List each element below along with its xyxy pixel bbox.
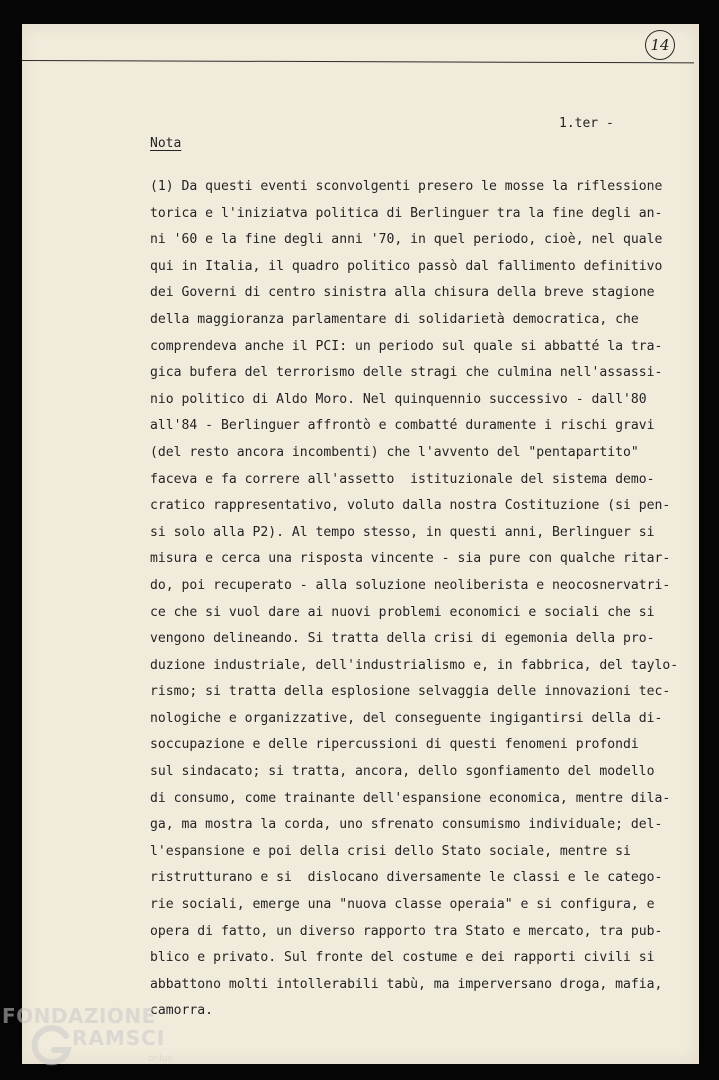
text-line: di consumo, come trainante dell'espansione economica, mentre dila-	[150, 790, 671, 806]
watermark-suffix: onlus	[148, 1054, 173, 1064]
text-line: gica bufera del terrorismo delle stragi che culmina nell'assassi-	[150, 365, 663, 381]
text-line: ga, ma mostra la corda, uno sfrenato consumismo individuale; del-	[150, 817, 663, 833]
text-line: duzione industriale, dell'industrialismo e, in fabbrica, del taylo-	[150, 657, 679, 673]
text-line: rie sociali, emerge una "nuova classe operaia" e si configura, e	[150, 897, 655, 913]
watermark-line1: FONDAZIONE	[2, 1004, 156, 1028]
text-line: cratico rappresentativo, voluto dalla nostra Costituzione (si pen-	[150, 498, 671, 514]
typewritten-page	[22, 24, 699, 1064]
text-line: dei Governi di centro sinistra alla chisura della breve stagione	[150, 285, 655, 301]
text-line: ristrutturano e si dislocano diversamente le classi e le catego-	[150, 870, 663, 886]
text-line: all'84 - Berlinguer affrontò e combatté duramente i rischi gravi	[150, 418, 655, 434]
handwritten-folio-number: 14	[645, 30, 675, 60]
text-line: vengono delineando. Si tratta della crisi di egemonia della pro-	[150, 631, 655, 647]
text-line: comprendeva anche il PCI: un periodo sul quale si abbatté la tra-	[150, 338, 663, 354]
text-line: misura e cerca una risposta vincente - sia pure con qualche ritar-	[150, 551, 671, 567]
text-line: nologiche e organizzative, del conseguente ingigantirsi della di-	[150, 710, 663, 726]
note-heading: Nota	[150, 136, 182, 151]
text-line: abbattono molti intollerabili tabù, ma imperversano droga, mafia,	[150, 976, 663, 992]
text-line: do, poi recuperato - alla soluzione neoliberista e neocosnervatri-	[150, 577, 671, 593]
text-line: qui in Italia, il quadro politico passò dal fallimento definitivo	[150, 258, 663, 274]
text-line: opera di fatto, un diverso rapporto tra Stato e mercato, tra pub-	[150, 923, 663, 939]
text-line: (del resto ancora incombenti) che l'avvento del "pentapartito"	[150, 444, 639, 460]
text-line: torica e l'iniziatva politica di Berlinguer tra la fine degli an-	[150, 205, 663, 221]
watermark-line2: RAMSCI	[72, 1026, 166, 1050]
text-line: ce che si vuol dare ai nuovi problemi economici e sociali che si	[150, 604, 655, 620]
text-line: della maggioranza parlamentare di solidarietà democratica, che	[150, 311, 639, 327]
text-line: ni '60 e la fine degli anni '70, in quel periodo, cioè, nel quale	[150, 232, 663, 248]
text-line: si solo alla P2). Al tempo stesso, in questi anni, Berlinguer si	[150, 524, 655, 540]
text-line: sul sindacato; si tratta, ancora, dello sgonfiamento del modello	[150, 764, 655, 780]
text-line: nio politico di Aldo Moro. Nel quinquennio successivo - dall'80	[150, 391, 647, 407]
text-line: soccupazione e delle ripercussioni di questi fenomeni profondi	[150, 737, 639, 753]
top-rule-line	[22, 60, 694, 63]
text-line: (1) Da questi eventi sconvolgenti presero le mosse la riflessione	[150, 179, 663, 194]
text-line: faceva e fa correre all'assetto istituzionale del sistema demo-	[150, 471, 655, 487]
text-line: blico e privato. Sul fronte del costume e dei rapporti civili si	[150, 950, 655, 966]
text-line: camorra.	[150, 1003, 214, 1019]
page-number: 1.ter -	[559, 116, 614, 131]
note-body-text	[150, 174, 690, 1025]
text-line: rismo; si tratta della esplosione selvaggia delle innovazioni tec-	[150, 684, 671, 700]
text-line: l'espansione e poi della crisi dello Stato sociale, mentre si	[150, 843, 631, 859]
